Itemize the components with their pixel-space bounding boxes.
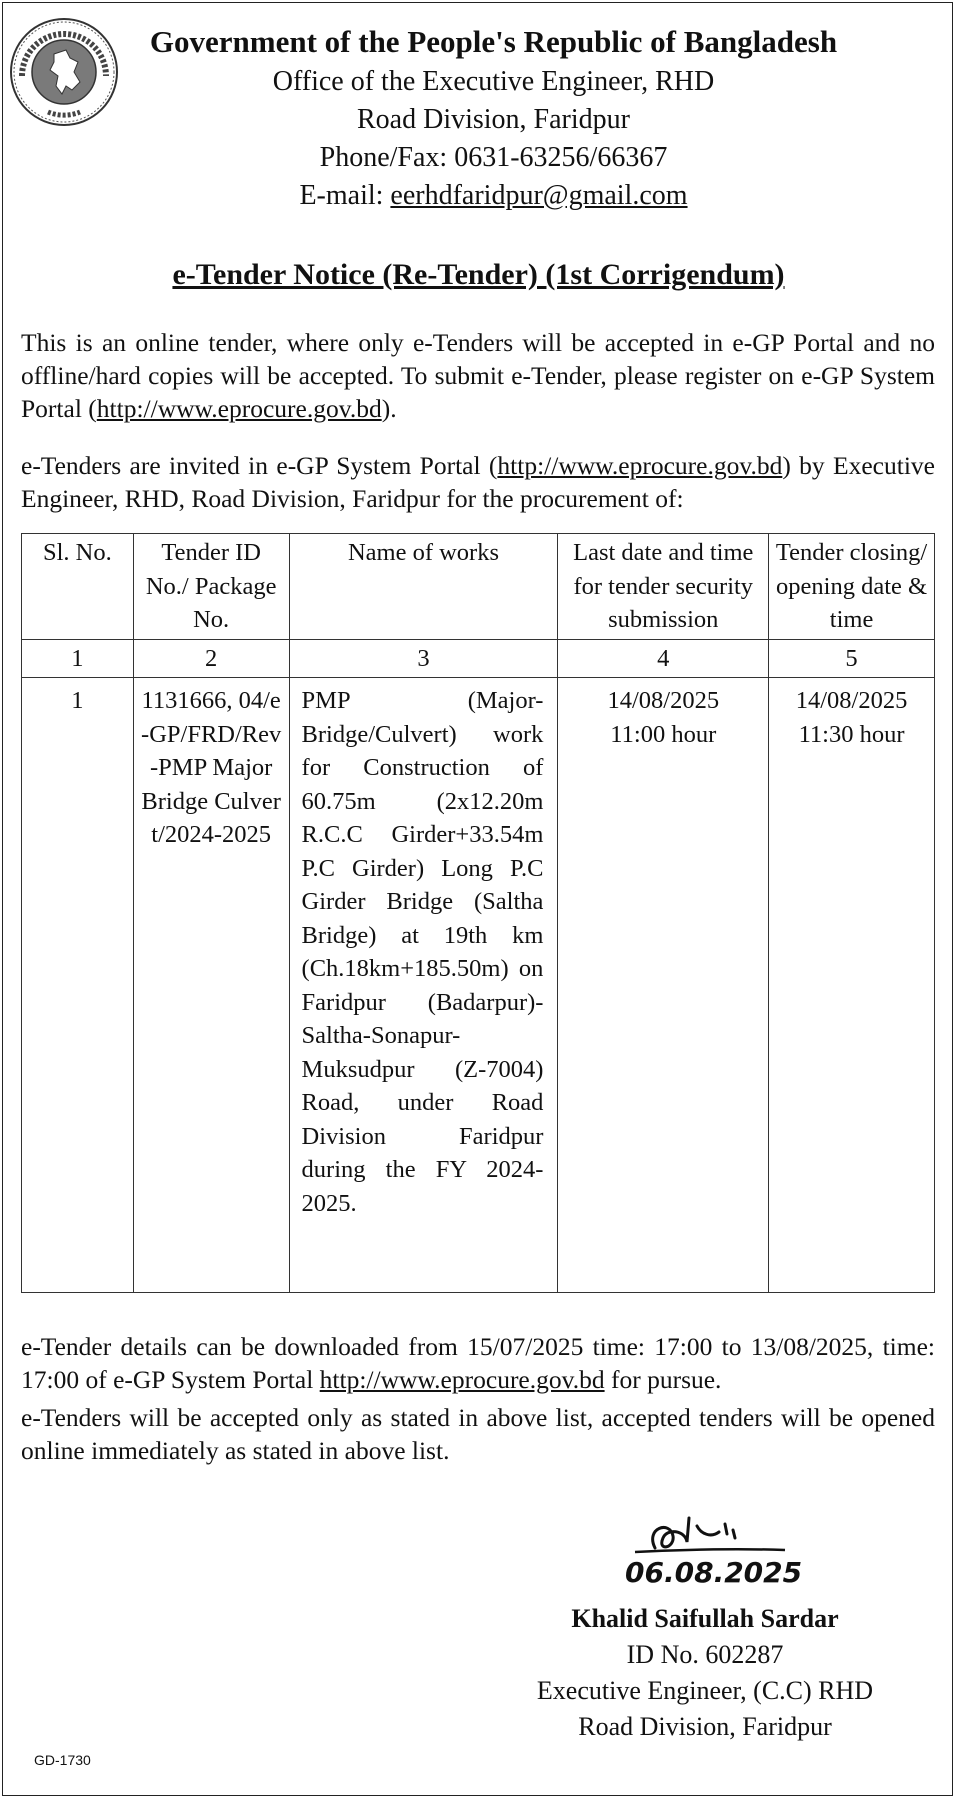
table-row xyxy=(22,678,935,1293)
eprocure-link[interactable]: http://www.eprocure.gov.bd xyxy=(497,451,783,480)
eprocure-link[interactable]: http://www.eprocure.gov.bd xyxy=(96,394,382,423)
closing-opening xyxy=(769,678,935,1293)
handwritten-signature xyxy=(615,1508,855,1588)
email-label: E-mail: xyxy=(299,180,391,211)
gd-code: GD-1730 xyxy=(34,1752,91,1768)
column-number: 1 xyxy=(22,639,134,678)
notice-title: e-Tender Notice (Re-Tender) (1st Corrigendum) xyxy=(172,258,785,291)
download-paragraph: e-Tender details can be downloaded from 15/07/2025 time: 17:00 to 13/08/2025, time: 17:00 of e-GP System Portal http://www.eprocure.gov.bd for pursue. xyxy=(21,1332,935,1394)
signature-date: 06.08.2025 xyxy=(625,1556,803,1588)
security-time: 11:00 hour xyxy=(610,720,717,748)
column-number-row xyxy=(22,639,935,678)
serial-number: 1 xyxy=(22,678,134,1293)
acceptance-paragraph: e-Tenders will be accepted only as stated in above list, accepted tenders will be opened online immediately as stated in above list. xyxy=(21,1403,935,1465)
name-of-works: PMP (Major-Bridge/Culvert) work for Construction of 60.75m (2x12.20m R.C.C Girder+33.54m P.C Girder) Long P.C Girder Bridge (Saltha Bridge) at 19th km (Ch.18km+185.50m) on Faridpur (Badarpur)-Saltha-Sonapur-Muksudpur (Z-7004) Road, under Road Division Faridpur during the FY 2024-2025. xyxy=(289,678,558,1293)
column-header: Sl. No. xyxy=(22,534,134,640)
signatory-name: Khalid Saifullah Sardar xyxy=(571,1604,839,1633)
office-name: Office of the Executive Engineer, RHD xyxy=(272,66,715,97)
column-number: 4 xyxy=(558,639,769,678)
division-name: Road Division, Faridpur xyxy=(357,104,630,135)
column-number: 3 xyxy=(289,639,558,678)
closing-time: 11:30 hour xyxy=(798,720,905,748)
column-header: Tender ID No./ Package No. xyxy=(133,534,289,640)
intro-paragraph-2: e-Tenders are invited in e-GP System Portal (http://www.eprocure.gov.bd) by Executive Engineer, RHD, Road Division, Faridpur for the procurement of: xyxy=(21,451,935,513)
email-link[interactable]: eerhdfaridpur@gmail.com xyxy=(390,180,688,211)
intro-paragraph-1: This is an online tender, where only e-Tenders will be accepted in e-GP Portal and no offline/hard copies will be accepted. To submit e-Tender, please register on e-GP System Portal (http://www.eprocure.gov.bd). xyxy=(21,328,935,423)
email-line xyxy=(0,180,957,212)
security-date: 14/08/2025 xyxy=(607,687,720,714)
signatory-designation: Executive Engineer, (C.C) RHD xyxy=(536,1676,874,1705)
phone-fax: Phone/Fax: 0631-63256/66367 xyxy=(319,142,668,173)
column-header: Last date and time for tender security submission xyxy=(558,534,769,640)
tender-table xyxy=(21,533,935,1293)
government-title: Government of the People's Republic of Bangladesh xyxy=(149,24,838,59)
closing-date: 14/08/2025 xyxy=(795,687,908,714)
signatory-office: Road Division, Faridpur xyxy=(578,1712,832,1741)
tender-id: 1131666, 04/e-GP/FRD/Rev-PMP Major Bridge Culvert/2024-2025 xyxy=(133,678,289,1293)
table-header-row xyxy=(22,534,935,640)
column-header: Tender closing/ opening date & time xyxy=(769,534,935,640)
signatory-id: ID No. 602287 xyxy=(626,1640,784,1669)
eprocure-link[interactable]: http://www.eprocure.gov.bd xyxy=(319,1365,605,1394)
column-number: 2 xyxy=(133,639,289,678)
column-header: Name of works xyxy=(289,534,558,640)
security-submission xyxy=(558,678,769,1293)
column-number: 5 xyxy=(769,639,935,678)
